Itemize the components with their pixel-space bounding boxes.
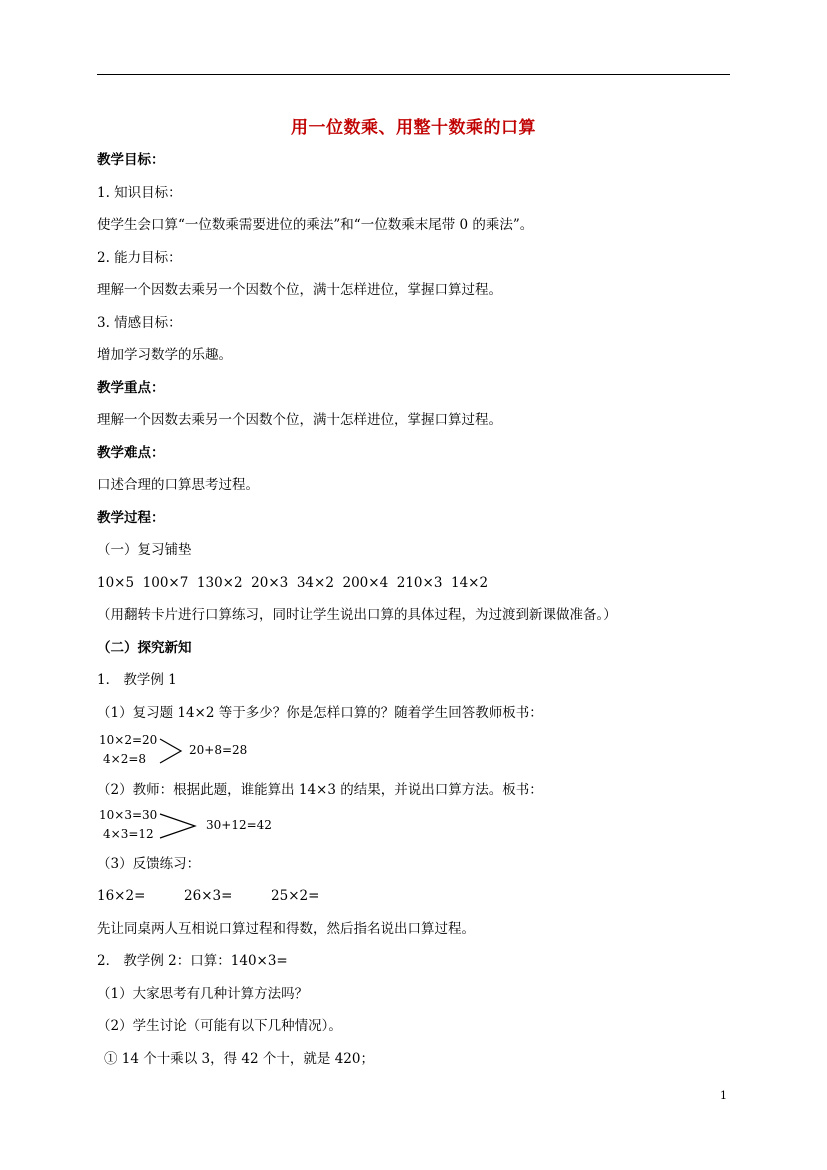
- document-title: 用一位数乘、用整十数乘的口算: [291, 118, 536, 138]
- goal-2-text: 理解一个因数去乘另一个因数个位，满十怎样进位，掌握口算过程。: [97, 282, 502, 298]
- difficulty-text: 口述合理的口算思考过程。: [97, 477, 259, 493]
- board-calculation-1: [97, 733, 297, 773]
- merge-bracket-icon: [159, 811, 199, 841]
- example-1-question-2: （2）教师：根据此题，谁能算出 14×3 的结果，并说出口算方法。板书：: [97, 782, 543, 798]
- example-2-heading: 2． 教学例 2：口算：140×3=: [97, 953, 288, 969]
- goal-heading: 教学目标：: [97, 152, 165, 168]
- example-1-question-1: （1）复习题 14×2 等于多少？你是怎样口算的？随着学生回答教师板书：: [97, 705, 543, 721]
- page-number: 1: [720, 1089, 727, 1102]
- goal-1-heading: 1. 知识目标：: [97, 185, 182, 201]
- header-rule: [97, 74, 730, 75]
- difficulty-heading: 教学难点：: [97, 445, 165, 461]
- calc-2-line-1: 10×3=30: [99, 808, 158, 822]
- calc-2-result: 30+12=42: [206, 818, 272, 832]
- process-heading: 教学过程：: [97, 510, 165, 526]
- merge-bracket-icon: [159, 736, 183, 766]
- goal-1-text: 使学生会口算“一位数乘需要进位的乘法”和“一位数乘末尾带 0 的乘法”。: [97, 217, 534, 233]
- calc-2-line-2: 4×3=12: [103, 827, 154, 841]
- key-point-heading: 教学重点：: [97, 380, 165, 396]
- calc-1-line-2: 4×2=8: [103, 752, 147, 766]
- goal-2-heading: 2. 能力目标：: [97, 250, 182, 266]
- review-note: （用翻转卡片进行口算练习，同时让学生说出口算的具体过程，为过渡到新课做准备。）: [97, 607, 617, 623]
- section-2-heading: （二）探究新知: [97, 640, 192, 656]
- goal-3-heading: 3. 情感目标：: [97, 315, 182, 331]
- example-2-question-2: （2）学生讨论（可能有以下几种情况）。: [97, 1018, 342, 1034]
- calc-1-result: 20+8=28: [189, 743, 248, 757]
- board-calculation-2: [97, 808, 297, 848]
- example-1-heading: 1． 教学例 1: [97, 672, 177, 688]
- goal-3-text: 增加学习数学的乐趣。: [97, 347, 232, 363]
- example-1-question-3: （3）反馈练习：: [97, 856, 201, 872]
- example-2-question-1: （1）大家思考有几种计算方法吗？: [97, 986, 309, 1002]
- practice-expressions: 16×2= 26×3= 25×2=: [97, 888, 320, 904]
- key-point-text: 理解一个因数去乘另一个因数个位，满十怎样进位，掌握口算过程。: [97, 412, 502, 428]
- practice-note: 先让同桌两人互相说口算过程和得数，然后指名说出口算过程。: [97, 921, 475, 937]
- calc-1-line-1: 10×2=20: [99, 733, 158, 747]
- review-expressions: 10×5 100×7 130×2 20×3 34×2 200×4 210×3 14×2: [97, 575, 489, 591]
- example-2-case-1: ① 14 个十乘以 3，得 42 个十，就是 420；: [104, 1051, 374, 1067]
- section-1-heading: （一）复习铺垫: [97, 542, 192, 558]
